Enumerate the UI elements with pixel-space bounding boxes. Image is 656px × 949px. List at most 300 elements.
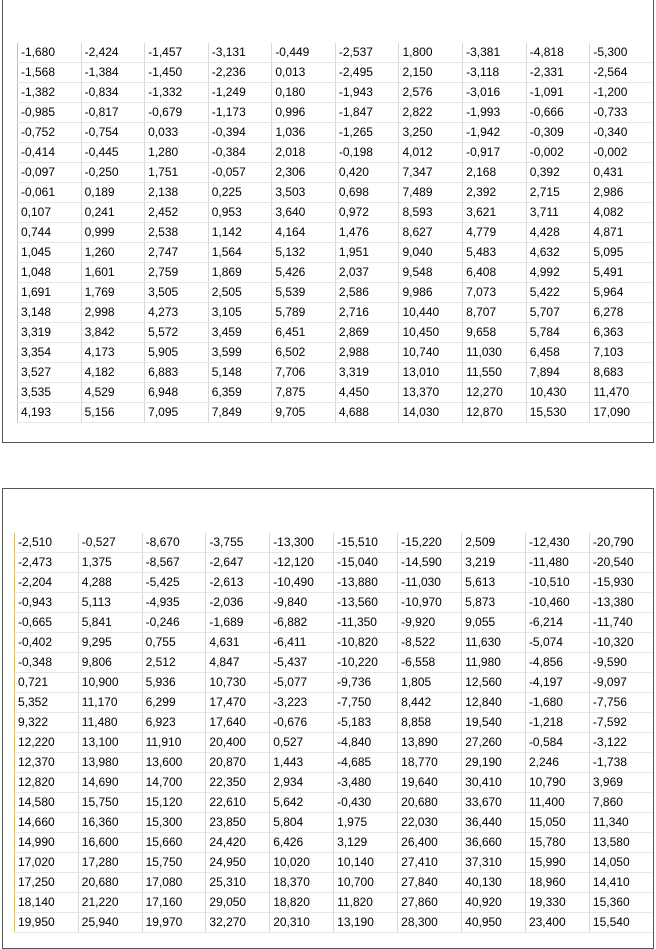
table-cell[interactable]: 40,130 xyxy=(462,873,526,893)
table-cell[interactable]: -4,197 xyxy=(525,673,589,693)
table-cell[interactable]: 2,747 xyxy=(145,243,209,263)
table-cell[interactable]: 1,691 xyxy=(18,283,82,303)
table-cell[interactable]: 0,420 xyxy=(335,163,399,183)
table-cell[interactable]: 5,789 xyxy=(272,303,336,323)
table-cell[interactable]: 13,100 xyxy=(78,733,142,753)
table-cell[interactable]: -0,666 xyxy=(526,103,590,123)
table-cell[interactable]: 20,310 xyxy=(270,913,334,933)
table-cell[interactable]: 1,951 xyxy=(335,243,399,263)
table-cell[interactable]: 5,352 xyxy=(15,693,79,713)
table-cell[interactable]: 5,156 xyxy=(81,403,145,423)
table-cell[interactable]: 11,340 xyxy=(589,813,653,833)
table-cell[interactable]: 7,706 xyxy=(272,363,336,383)
table-cell[interactable]: 15,780 xyxy=(525,833,589,853)
table-cell[interactable]: 4,992 xyxy=(526,263,590,283)
table-cell[interactable]: -2,613 xyxy=(206,573,270,593)
table-cell[interactable]: 3,219 xyxy=(462,553,526,573)
table-cell[interactable]: 9,806 xyxy=(78,653,142,673)
table-cell[interactable]: 11,030 xyxy=(463,343,527,363)
table-cell[interactable]: 2,246 xyxy=(525,753,589,773)
table-cell[interactable]: -8,567 xyxy=(142,553,206,573)
table-cell[interactable]: 5,613 xyxy=(462,573,526,593)
table-cell[interactable]: -7,756 xyxy=(589,693,653,713)
table-cell[interactable]: 4,529 xyxy=(81,383,145,403)
table-cell[interactable]: 9,295 xyxy=(78,633,142,653)
table-cell[interactable]: -2,331 xyxy=(526,63,590,83)
table-cell[interactable]: 1,601 xyxy=(81,263,145,283)
table-cell[interactable]: 4,847 xyxy=(206,653,270,673)
table-cell[interactable]: 0,225 xyxy=(208,183,272,203)
table-cell[interactable]: 18,770 xyxy=(398,753,462,773)
table-cell[interactable]: -2,537 xyxy=(335,43,399,63)
table-cell[interactable]: 1,045 xyxy=(18,243,82,263)
table-cell[interactable]: 4,173 xyxy=(81,343,145,363)
table-cell[interactable]: -4,685 xyxy=(334,753,398,773)
table-cell[interactable]: 6,948 xyxy=(145,383,209,403)
table-cell[interactable]: 6,299 xyxy=(142,693,206,713)
table-cell[interactable]: 22,610 xyxy=(206,793,270,813)
table-cell[interactable]: 2,716 xyxy=(335,303,399,323)
table-cell[interactable]: 3,148 xyxy=(18,303,82,323)
table-cell[interactable]: 3,842 xyxy=(81,323,145,343)
table-cell[interactable]: 2,509 xyxy=(462,533,526,553)
table-cell[interactable]: 15,360 xyxy=(589,893,653,913)
table-cell[interactable]: -0,943 xyxy=(15,593,79,613)
table-cell[interactable]: 1,036 xyxy=(272,123,336,143)
table-cell[interactable]: -5,074 xyxy=(525,633,589,653)
table-cell[interactable]: 10,790 xyxy=(525,773,589,793)
table-cell[interactable]: -1,384 xyxy=(81,63,145,83)
table-cell[interactable]: -1,942 xyxy=(463,123,527,143)
table-cell[interactable]: -10,320 xyxy=(589,633,653,653)
table-cell[interactable]: 5,491 xyxy=(590,263,653,283)
table-cell[interactable]: 15,050 xyxy=(525,813,589,833)
table-cell[interactable]: 9,548 xyxy=(399,263,463,283)
table-cell[interactable]: 14,660 xyxy=(15,813,79,833)
table-cell[interactable]: -5,183 xyxy=(334,713,398,733)
table-cell[interactable]: 5,095 xyxy=(590,243,653,263)
table-cell[interactable]: -13,880 xyxy=(334,573,398,593)
table-cell[interactable]: 7,073 xyxy=(463,283,527,303)
table-cell[interactable]: 1,564 xyxy=(208,243,272,263)
table-cell[interactable]: -9,736 xyxy=(334,673,398,693)
table-cell[interactable]: 18,370 xyxy=(270,873,334,893)
table-cell[interactable]: -1,265 xyxy=(335,123,399,143)
table-cell[interactable]: -13,300 xyxy=(270,533,334,553)
table-cell[interactable]: -7,750 xyxy=(334,693,398,713)
table-cell[interactable]: 7,875 xyxy=(272,383,336,403)
table-cell[interactable]: -10,970 xyxy=(398,593,462,613)
table-cell[interactable]: 5,426 xyxy=(272,263,336,283)
table-cell[interactable]: -8,522 xyxy=(398,633,462,653)
table-cell[interactable]: 2,150 xyxy=(399,63,463,83)
table-cell[interactable]: -1,332 xyxy=(145,83,209,103)
table-cell[interactable]: -1,993 xyxy=(463,103,527,123)
table-cell[interactable]: 36,660 xyxy=(462,833,526,853)
table-cell[interactable]: 11,980 xyxy=(462,653,526,673)
table-cell[interactable]: -1,457 xyxy=(145,43,209,63)
table-cell[interactable]: 4,428 xyxy=(526,223,590,243)
table-cell[interactable]: -6,214 xyxy=(525,613,589,633)
table-cell[interactable]: 5,964 xyxy=(590,283,653,303)
table-cell[interactable]: 14,410 xyxy=(589,873,653,893)
table-cell[interactable]: -2,036 xyxy=(206,593,270,613)
table-cell[interactable]: 6,458 xyxy=(526,343,590,363)
table-cell[interactable]: 2,986 xyxy=(590,183,653,203)
table-cell[interactable]: -0,527 xyxy=(78,533,142,553)
table-cell[interactable]: 14,700 xyxy=(142,773,206,793)
table-cell[interactable]: 1,805 xyxy=(398,673,462,693)
table-cell[interactable]: -0,584 xyxy=(525,733,589,753)
table-cell[interactable]: 22,350 xyxy=(206,773,270,793)
table-cell[interactable]: 7,860 xyxy=(589,793,653,813)
table-cell[interactable]: -0,002 xyxy=(526,143,590,163)
table-cell[interactable]: 0,755 xyxy=(142,633,206,653)
table-cell[interactable]: 19,950 xyxy=(15,913,79,933)
table-cell[interactable]: -9,920 xyxy=(398,613,462,633)
table-cell[interactable]: -3,480 xyxy=(334,773,398,793)
table-cell[interactable]: 1,869 xyxy=(208,263,272,283)
table-cell[interactable]: -4,935 xyxy=(142,593,206,613)
table-cell[interactable]: -13,380 xyxy=(589,593,653,613)
table-cell[interactable]: 2,392 xyxy=(463,183,527,203)
table-cell[interactable]: 18,140 xyxy=(15,893,79,913)
table-cell[interactable]: 4,288 xyxy=(78,573,142,593)
table-cell[interactable]: 27,410 xyxy=(398,853,462,873)
table-cell[interactable]: 1,280 xyxy=(145,143,209,163)
table-cell[interactable]: -1,680 xyxy=(18,43,82,63)
table-cell[interactable]: 5,873 xyxy=(462,593,526,613)
table-cell[interactable]: 13,370 xyxy=(399,383,463,403)
table-cell[interactable]: -15,220 xyxy=(398,533,462,553)
table-cell[interactable]: 9,322 xyxy=(15,713,79,733)
table-cell[interactable]: 2,998 xyxy=(81,303,145,323)
table-cell[interactable]: -1,173 xyxy=(208,103,272,123)
table-cell[interactable]: -6,411 xyxy=(270,633,334,653)
table-cell[interactable]: -0,198 xyxy=(335,143,399,163)
table-cell[interactable]: 17,280 xyxy=(78,853,142,873)
table-cell[interactable]: 1,975 xyxy=(334,813,398,833)
table-cell[interactable]: 4,012 xyxy=(399,143,463,163)
table-cell[interactable]: 17,470 xyxy=(206,693,270,713)
table-cell[interactable]: -0,449 xyxy=(272,43,336,63)
table-cell[interactable]: -1,943 xyxy=(335,83,399,103)
table-cell[interactable]: 13,890 xyxy=(398,733,462,753)
table-cell[interactable]: -1,450 xyxy=(145,63,209,83)
table-cell[interactable]: -1,689 xyxy=(206,613,270,633)
table-cell[interactable]: 12,370 xyxy=(15,753,79,773)
table-cell[interactable]: -0,676 xyxy=(270,713,334,733)
table-cell[interactable]: 2,988 xyxy=(335,343,399,363)
table-cell[interactable]: 0,392 xyxy=(526,163,590,183)
table-cell[interactable]: 10,020 xyxy=(270,853,334,873)
table-cell[interactable]: 1,375 xyxy=(78,553,142,573)
table-cell[interactable]: -3,223 xyxy=(270,693,334,713)
table-cell[interactable]: 9,055 xyxy=(462,613,526,633)
table-cell[interactable]: 27,860 xyxy=(398,893,462,913)
table-cell[interactable]: 15,120 xyxy=(142,793,206,813)
table-cell[interactable]: 25,310 xyxy=(206,873,270,893)
table-cell[interactable]: -7,592 xyxy=(589,713,653,733)
table-cell[interactable]: 6,363 xyxy=(590,323,653,343)
table-cell[interactable]: -3,381 xyxy=(463,43,527,63)
table-cell[interactable]: 8,442 xyxy=(398,693,462,713)
table-cell[interactable]: -1,738 xyxy=(589,753,653,773)
table-cell[interactable]: -11,480 xyxy=(525,553,589,573)
table-cell[interactable]: -3,122 xyxy=(589,733,653,753)
table-cell[interactable]: 4,164 xyxy=(272,223,336,243)
table-cell[interactable]: -4,818 xyxy=(526,43,590,63)
table-cell[interactable]: 3,503 xyxy=(272,183,336,203)
table-cell[interactable]: 3,505 xyxy=(145,283,209,303)
table-cell[interactable]: 3,599 xyxy=(208,343,272,363)
table-cell[interactable]: 1,476 xyxy=(335,223,399,243)
table-cell[interactable]: 10,730 xyxy=(206,673,270,693)
table-cell[interactable]: 1,142 xyxy=(208,223,272,243)
table-cell[interactable]: 13,980 xyxy=(78,753,142,773)
table-cell[interactable]: 2,138 xyxy=(145,183,209,203)
table-cell[interactable]: 3,105 xyxy=(208,303,272,323)
table-cell[interactable]: 7,489 xyxy=(399,183,463,203)
table-cell[interactable]: 0,241 xyxy=(81,203,145,223)
table-cell[interactable]: -0,414 xyxy=(18,143,82,163)
table-cell[interactable]: -9,840 xyxy=(270,593,334,613)
table-cell[interactable]: 14,990 xyxy=(15,833,79,853)
table-cell[interactable]: 11,170 xyxy=(78,693,142,713)
table-cell[interactable]: -0,430 xyxy=(334,793,398,813)
table-cell[interactable]: 1,769 xyxy=(81,283,145,303)
table-cell[interactable]: -10,220 xyxy=(334,653,398,673)
table-cell[interactable]: 25,940 xyxy=(78,913,142,933)
table-cell[interactable]: 14,580 xyxy=(15,793,79,813)
table-cell[interactable]: 13,190 xyxy=(334,913,398,933)
table-cell[interactable]: 13,600 xyxy=(142,753,206,773)
table-cell[interactable]: 10,450 xyxy=(399,323,463,343)
table-cell[interactable]: 18,820 xyxy=(270,893,334,913)
table-cell[interactable]: 2,934 xyxy=(270,773,334,793)
table-cell[interactable]: -0,402 xyxy=(15,633,79,653)
table-cell[interactable]: 5,113 xyxy=(78,593,142,613)
table-cell[interactable]: -0,384 xyxy=(208,143,272,163)
table-cell[interactable]: -10,510 xyxy=(525,573,589,593)
table-cell[interactable]: -2,510 xyxy=(15,533,79,553)
table-cell[interactable]: 0,996 xyxy=(272,103,336,123)
table-cell[interactable]: -0,309 xyxy=(526,123,590,143)
table-cell[interactable]: 15,300 xyxy=(142,813,206,833)
table-cell[interactable]: -11,740 xyxy=(589,613,653,633)
table-cell[interactable]: 3,250 xyxy=(399,123,463,143)
table-cell[interactable]: -2,204 xyxy=(15,573,79,593)
table-cell[interactable]: 40,950 xyxy=(462,913,526,933)
table-cell[interactable]: -20,790 xyxy=(589,533,653,553)
table-cell[interactable]: -2,424 xyxy=(81,43,145,63)
table-cell[interactable]: 9,040 xyxy=(399,243,463,263)
table-cell[interactable]: -12,120 xyxy=(270,553,334,573)
table-cell[interactable]: 15,990 xyxy=(525,853,589,873)
table-cell[interactable]: 4,182 xyxy=(81,363,145,383)
table-cell[interactable]: -1,218 xyxy=(525,713,589,733)
table-cell[interactable]: 5,539 xyxy=(272,283,336,303)
table-cell[interactable]: 26,400 xyxy=(398,833,462,853)
table-cell[interactable]: 9,658 xyxy=(463,323,527,343)
table-cell[interactable]: 5,572 xyxy=(145,323,209,343)
table-cell[interactable]: -0,665 xyxy=(15,613,79,633)
table-cell[interactable]: 17,020 xyxy=(15,853,79,873)
table-cell[interactable]: 23,400 xyxy=(525,913,589,933)
table-cell[interactable]: 2,586 xyxy=(335,283,399,303)
table-cell[interactable]: 6,923 xyxy=(142,713,206,733)
table-cell[interactable]: 24,420 xyxy=(206,833,270,853)
table-cell[interactable]: -0,002 xyxy=(590,143,653,163)
table-cell[interactable]: 2,822 xyxy=(399,103,463,123)
table-cell[interactable]: 3,711 xyxy=(526,203,590,223)
table-cell[interactable]: 20,400 xyxy=(206,733,270,753)
table-cell[interactable]: 11,630 xyxy=(462,633,526,653)
table-cell[interactable]: 14,050 xyxy=(589,853,653,873)
table-cell[interactable]: 9,986 xyxy=(399,283,463,303)
table-cell[interactable]: 23,850 xyxy=(206,813,270,833)
table-cell[interactable]: 5,483 xyxy=(463,243,527,263)
table-cell[interactable]: 14,690 xyxy=(78,773,142,793)
table-cell[interactable]: 1,443 xyxy=(270,753,334,773)
table-cell[interactable]: 11,910 xyxy=(142,733,206,753)
table-cell[interactable]: 2,538 xyxy=(145,223,209,243)
table-cell[interactable]: 20,680 xyxy=(398,793,462,813)
table-cell[interactable]: 11,550 xyxy=(463,363,527,383)
table-cell[interactable]: -12,430 xyxy=(525,533,589,553)
table-cell[interactable]: 27,840 xyxy=(398,873,462,893)
table-cell[interactable]: 17,080 xyxy=(142,873,206,893)
table-cell[interactable]: 2,018 xyxy=(272,143,336,163)
table-cell[interactable]: -1,847 xyxy=(335,103,399,123)
table-cell[interactable]: 19,540 xyxy=(462,713,526,733)
table-cell[interactable]: 2,869 xyxy=(335,323,399,343)
table-cell[interactable]: 15,530 xyxy=(526,403,590,423)
table-cell[interactable]: 2,037 xyxy=(335,263,399,283)
table-cell[interactable]: 11,820 xyxy=(334,893,398,913)
table-cell[interactable]: 12,870 xyxy=(463,403,527,423)
table-cell[interactable]: 3,459 xyxy=(208,323,272,343)
table-cell[interactable]: 4,688 xyxy=(335,403,399,423)
table-cell[interactable]: 0,189 xyxy=(81,183,145,203)
table-cell[interactable]: 4,082 xyxy=(590,203,653,223)
table-cell[interactable]: -4,856 xyxy=(525,653,589,673)
table-cell[interactable]: -1,200 xyxy=(590,83,653,103)
table-cell[interactable]: 2,715 xyxy=(526,183,590,203)
table-cell[interactable]: -0,985 xyxy=(18,103,82,123)
table-cell[interactable]: 2,168 xyxy=(463,163,527,183)
table-cell[interactable]: 11,480 xyxy=(78,713,142,733)
table-cell[interactable]: 15,540 xyxy=(589,913,653,933)
table-cell[interactable]: 27,260 xyxy=(462,733,526,753)
table-cell[interactable]: -0,679 xyxy=(145,103,209,123)
table-cell[interactable]: 9,705 xyxy=(272,403,336,423)
table-cell[interactable]: 29,050 xyxy=(206,893,270,913)
table-cell[interactable]: 15,660 xyxy=(142,833,206,853)
table-cell[interactable]: 37,310 xyxy=(462,853,526,873)
table-cell[interactable]: 2,759 xyxy=(145,263,209,283)
table-cell[interactable]: 17,640 xyxy=(206,713,270,733)
table-cell[interactable]: 7,894 xyxy=(526,363,590,383)
table-cell[interactable]: 12,220 xyxy=(15,733,79,753)
table-cell[interactable]: -10,490 xyxy=(270,573,334,593)
table-cell[interactable]: -0,754 xyxy=(81,123,145,143)
table-cell[interactable]: -2,473 xyxy=(15,553,79,573)
table-cell[interactable]: -4,840 xyxy=(334,733,398,753)
table-cell[interactable]: 16,360 xyxy=(78,813,142,833)
table-cell[interactable]: 21,220 xyxy=(78,893,142,913)
table-cell[interactable]: 2,576 xyxy=(399,83,463,103)
table-cell[interactable]: -1,680 xyxy=(525,693,589,713)
table-cell[interactable]: 0,744 xyxy=(18,223,82,243)
table-cell[interactable]: 1,751 xyxy=(145,163,209,183)
table-cell[interactable]: 10,440 xyxy=(399,303,463,323)
table-cell[interactable]: 33,670 xyxy=(462,793,526,813)
table-cell[interactable]: 5,936 xyxy=(142,673,206,693)
table-cell[interactable]: 14,030 xyxy=(399,403,463,423)
table-cell[interactable]: 6,408 xyxy=(463,263,527,283)
table-cell[interactable]: -5,300 xyxy=(590,43,653,63)
table-cell[interactable]: 4,193 xyxy=(18,403,82,423)
table-cell[interactable]: -2,495 xyxy=(335,63,399,83)
table-cell[interactable]: -9,097 xyxy=(589,673,653,693)
table-cell[interactable]: -1,382 xyxy=(18,83,82,103)
table-cell[interactable]: 5,841 xyxy=(78,613,142,633)
table-cell[interactable]: 40,920 xyxy=(462,893,526,913)
table-cell[interactable]: 17,250 xyxy=(15,873,79,893)
table-cell[interactable]: 3,319 xyxy=(18,323,82,343)
table-cell[interactable]: 4,273 xyxy=(145,303,209,323)
table-cell[interactable]: 6,451 xyxy=(272,323,336,343)
table-cell[interactable]: 0,180 xyxy=(272,83,336,103)
table-cell[interactable]: -1,249 xyxy=(208,83,272,103)
table-cell[interactable]: -11,350 xyxy=(334,613,398,633)
table-cell[interactable]: -0,817 xyxy=(81,103,145,123)
table-cell[interactable]: -2,564 xyxy=(590,63,653,83)
table-cell[interactable]: -0,061 xyxy=(18,183,82,203)
table-cell[interactable]: 5,148 xyxy=(208,363,272,383)
table-cell[interactable]: 0,721 xyxy=(15,673,79,693)
table-cell[interactable]: -0,834 xyxy=(81,83,145,103)
table-cell[interactable]: 3,621 xyxy=(463,203,527,223)
table-cell[interactable]: 3,354 xyxy=(18,343,82,363)
table-cell[interactable]: 0,698 xyxy=(335,183,399,203)
table-cell[interactable]: 3,535 xyxy=(18,383,82,403)
table-cell[interactable]: -15,040 xyxy=(334,553,398,573)
table-cell[interactable]: -10,460 xyxy=(525,593,589,613)
table-cell[interactable]: 10,140 xyxy=(334,853,398,873)
table-cell[interactable]: -0,917 xyxy=(463,143,527,163)
table-cell[interactable]: 4,450 xyxy=(335,383,399,403)
table-cell[interactable]: 8,683 xyxy=(590,363,653,383)
table-cell[interactable]: 17,090 xyxy=(590,403,653,423)
table-cell[interactable]: 24,950 xyxy=(206,853,270,873)
table-cell[interactable]: 28,300 xyxy=(398,913,462,933)
table-cell[interactable]: 7,849 xyxy=(208,403,272,423)
table-cell[interactable]: 0,953 xyxy=(208,203,272,223)
table-cell[interactable]: 4,779 xyxy=(463,223,527,243)
table-cell[interactable]: 2,505 xyxy=(208,283,272,303)
table-cell[interactable]: -13,560 xyxy=(334,593,398,613)
table-cell[interactable]: 6,359 xyxy=(208,383,272,403)
table-cell[interactable]: 19,970 xyxy=(142,913,206,933)
table-cell[interactable]: 19,330 xyxy=(525,893,589,913)
table-cell[interactable]: 10,740 xyxy=(399,343,463,363)
table-cell[interactable]: 3,527 xyxy=(18,363,82,383)
table-cell[interactable]: -8,670 xyxy=(142,533,206,553)
table-cell[interactable]: -0,097 xyxy=(18,163,82,183)
table-cell[interactable]: -0,348 xyxy=(15,653,79,673)
